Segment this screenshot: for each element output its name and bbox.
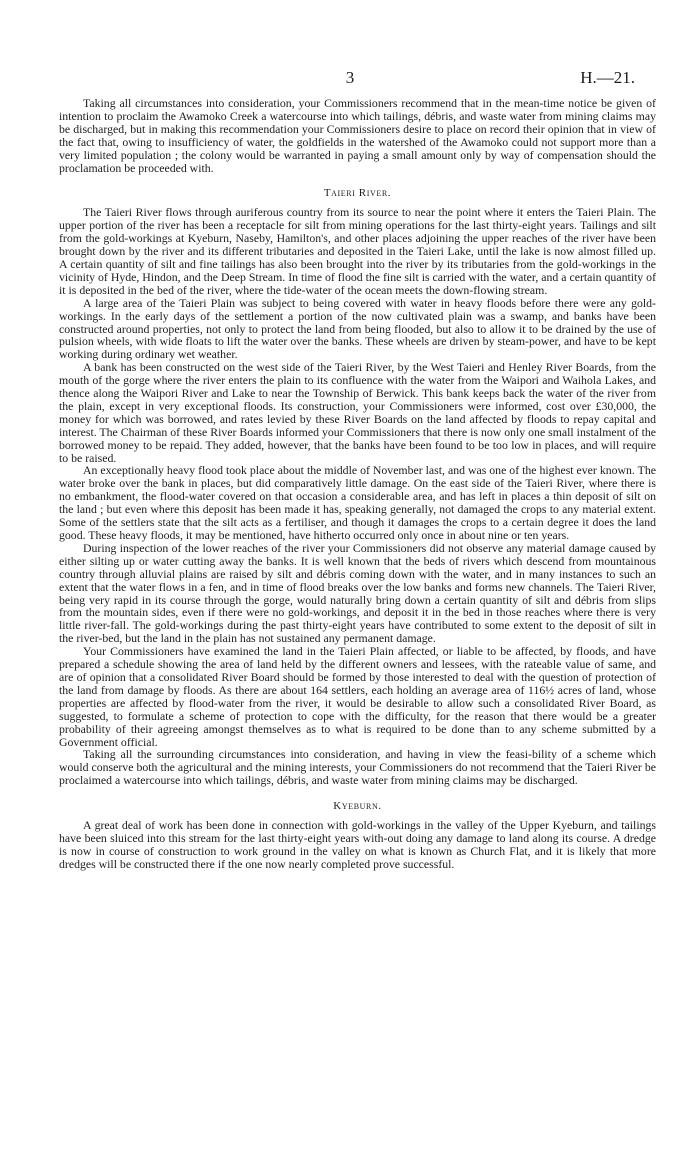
paragraph-awamoko-recommendation: Taking all circumstances into consideration, your Commissioners recommend that in the mean-time notice be given of intention to proclaim the Awamoko Creek a watercourse into which tailings, débris, and waste water from mining claims may be discharged, but in making this recommendation your Commissioners desire to place on record their opinion that in view of the fact that, owing to insufficiency of water, the goldfields in the watershed of the Awamoko could not support more than a very limited population ; the colony would be warranted in paying a small amount only by way of compensation should the proclamation be proceeded with. — [59, 96, 656, 175]
paragraph-taieri-recommendation: Taking all the surrounding circumstances into consideration, and having in view the feasi-bility of a scheme which would conserve both the agricultural and the mining interests, your Commissioners do not recommend that the Taieri River be proclaimed a watercourse into which tailings, débris, and waste water from mining claims may be discharged. — [59, 747, 656, 788]
paragraph-taieri-course: The Taieri River flows through auriferous country from its source to near the point where it enters the Taieri Plain. The upper portion of the river has been a receptacle for silt from mining operations for the last thirty-eight years. Tailings and silt from the gold-workings at Kyeburn, Naseby, Hamilton's, and other places adjoining the upper reaches of the river have been brought down by the river and its different tributaries and deposited in the Taieri Lake, until the lake is now almost filled up. A certain quantity of silt and fine tailings has also been brought into the river by its tributaries from the gold-workings in the vicinity of Hyde, Hindon, and the Deep Stream. In time of flood the fine silt is carried with the water, and a certain quantity of it is deposited in the bed of the river, where the tide-water of the ocean meets the down-flowing stream. — [59, 205, 656, 297]
paragraph-lower-reaches-inspection: During inspection of the lower reaches of the river your Commissioners did not observe any material damage caused by either silting up or water cutting away the banks. It is well known that the beds of rivers which descend from mountainous country through alluvial plains are raised by silt and débris coming down with the water, and in many instances to such an extent that the water flows in a fen, and in time of flood breaks over the low banks and forms new channels. The Taieri River, being very rapid in its course through the gorge, would naturally bring down a certain quantity of silt and débris from slips from the mountain sides, even if there were no gold-workings, and deposit it in the bed in those reaches where there is very little river-fall. The gold-workings during the past thirty-eight years have contributed to some extent to the deposit of silt in the river-bed, but the land in the plain has not sustained any permanent damage. — [59, 540, 656, 646]
page-number: 3 — [345, 68, 355, 87]
paragraph-river-board-schedule: Your Commissioners have examined the land in the Taieri Plain affected, or liable to be affected, by floods, and have prepared a schedule showing the area of land held by the different owners and lessees, with the rateable value of same, and are of opinion that a consolidated River Board should be formed by those interested to deal with the question of protection of the land from damage by floods. As there are about 164 settlers, each holding an average area of 116½ acres of land, whose properties are affected by flood-water from the river, it would be desirable to allow such a consolidated River Board, as suggested, to formulate a scheme of protection to cope with the difficulty, for the reason that there would be a greater probability of their agreeing amongst themselves as to what is required to be done than to any scheme submitted by a Government official. — [59, 644, 656, 749]
document-reference: H.—21. — [580, 68, 635, 87]
body-text — [59, 97, 656, 871]
paragraph-november-flood: An exceptionally heavy flood took place about the middle of November last, and was one of the highest ever known. The water broke over the bank in places, but did comparatively little damage. On the east side of the Taieri River, where there is no embankment, the flood-water covered on that occasion a considerable area, and has left in places a thin deposit of silt on the land ; but even where this deposit has been made it has, speaking generally, not damaged the crops to any material extent. Some of the settlers state that the silt acts as a fertiliser, and though it damages the crops to a certain degree it does the land good. These heavy floods, it may be mentioned, have hitherto occurred only once in about nine or ten years. — [59, 463, 656, 542]
paragraph-taieri-plain-floods: A large area of the Taieri Plain was subject to being covered with water in heavy floods before there were any gold-workings. In the early days of the settlement a portion of the now cultivated plain was a swamp, and banks have been constructed around properties, not only to protect the land from being flooded, but also to allow it to be drained by the use of pulsion wheels, with wide floats to lift the water over the banks. These wheels are driven by steam-power, and have to be kept working during ordinary wet weather. — [59, 295, 656, 362]
paragraph-kyeburn-workings: A great deal of work has been done in connection with gold-workings in the valley of the Upper Kyeburn, and tailings have been sluiced into this stream for the last thirty-eight years with-out doing any damage to land along its course. A dredge is now in course of construction to work ground in the valley on what is known as Church Flat, and it is likely that more dredges will be constructed there if the one now nearly completed prove successful. — [59, 818, 656, 871]
section-heading-taieri-river: Taieri River. — [323, 187, 392, 200]
section-heading-kyeburn: Kyeburn. — [333, 800, 382, 813]
paragraph-west-bank-construction: A bank has been constructed on the west side of the Taieri River, by the West Taieri and Henley River Boards, from the mouth of the gorge where the river enters the plain to its confluence with the water from the Waipori and Waihola Lakes, and thence along the Waipori River and Lake to near the Township of Berwick. This bank keeps back the water of the river from the plain, except in very exceptional floods. Its construction, your Commissioners were informed, cost over £30,000, the money for which was borrowed, and rates levied by these River Boards on the land affected by floods to repay capital and interest. The Chairman of these River Boards informed your Commissioners that there is now only one small instalment of the borrowed money to be repaid. They added, however, that the banks have been found to be too low in places, and will require to be raised. — [59, 360, 656, 465]
